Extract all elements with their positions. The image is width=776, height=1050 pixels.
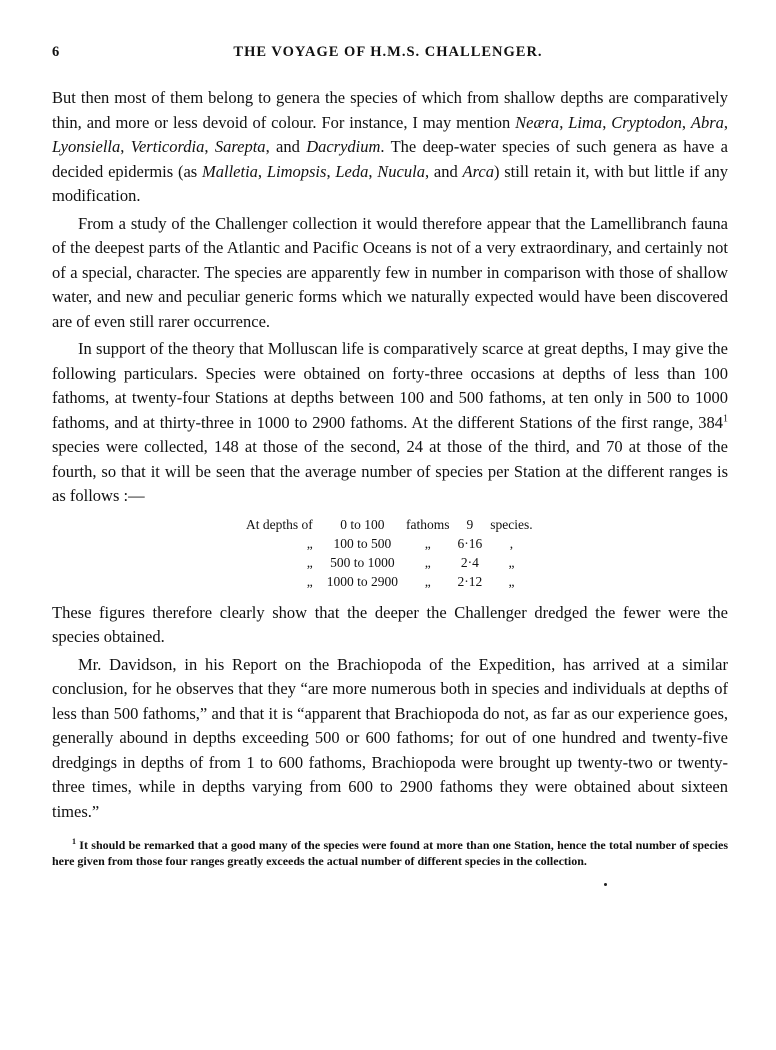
row-tail: „ [508,554,515,570]
genus-name: Leda [335,161,369,181]
print-speck [604,883,607,886]
footnote [52,837,728,869]
text-span: , [368,161,378,181]
depth-range: 0 to 100 [340,516,385,532]
table-row [242,572,537,591]
genus-name: Lima [568,112,603,132]
row-tail: species. [490,516,533,532]
page-header [52,44,724,66]
unit-cell: „ [424,535,431,551]
row-lead: „ [306,573,313,589]
footnote-mark: 1 [72,837,76,846]
text-span: , [120,137,131,156]
table-row [242,534,537,553]
genus-name: Lyonsiella [52,137,121,156]
text-span: In support of the theory that Molluscan life is comparatively scarce at great depths, I may give the following particulars. Species were obtained on forty-three occasions at depths of less than 100 fathoms, at twenty-four Stations at depths between 100 and 500 fathoms, at ten only in 500 to 1000 fathoms, and at thirty-three in 1000 to 2900 fathoms. At the different Stations of the first range, 384 [52,339,728,432]
paragraph-particulars [52,337,728,509]
unit-cell: „ [424,554,431,570]
genus-name: Cryptodon [611,112,682,132]
depth-range: 100 to 500 [333,535,392,551]
species-average: 2·4 [460,554,479,570]
species-average: 9 [466,516,474,532]
paragraph-davidson: Mr. Davidson, in his Report on the Brachiopoda of the Expedition, has arrived at a similar conclusion, for he observes that they “are more numerous both in species and individuals at depths of less than 500 fathoms,” and that it is “apparent that Brachiopoda do not, as far as our experience goes, generally abound in depths exceeding 500 or 600 fathoms; for out of one hundred and twenty-five dredgings in depths of from 1 to 600 fathoms, Brachiopoda were brought up twenty-two or twenty-three times, while in depths varying from 600 to 2900 fathoms they were obtained about sixteen times.” [52,654,728,821]
row-tail: „ [508,573,515,589]
paragraph-conclusion: These figures therefore clearly show that the deeper the Challenger dredged the fewer were the species obtained. [52,602,728,646]
unit-cell: fathoms [406,516,450,532]
text-span: . The deep-water species of such genera as have a decided epidermis (as [52,137,729,181]
genus-name: Sarepta [214,137,266,156]
text-span: It should be remarked that a good many of the species were found at more than one Station, hence the total number of species here given from those four ranges greatly exceeds the actual number of different species in the collection. [52,838,728,868]
genus-name: Abra [690,112,724,132]
depth-range: 1000 to 2900 [326,573,399,589]
depth-species-table [242,515,537,591]
paragraph-fauna: From a study of the Challenger collection it would therefore appear that the Lamellibranch fauna of the deepest parts of the Atlantic and Pacific Oceans is not of a very extraordinary, and certainly not of a special, character. The species are apparently few in number in comparison with those of shallow water, and new and peculiar generic forms which we naturally expected would have been discovered are of even still rarer occurrence. [52,213,728,331]
text-span: , [559,112,569,132]
footnote-text [52,837,728,869]
running-title: THE VOYAGE OF H.M.S. CHALLENGER. [233,44,543,60]
species-average: 6·16 [457,535,483,551]
text-span: , [723,112,729,132]
text-span: ) still retain it, with but little if any modification. [52,161,729,205]
text-span: But then most of them belong to genera the species of which from shallow depths are comparatively thin, and more or less devoid of colour. For instance, I may mention [52,88,728,132]
body-text [52,86,728,827]
genus-name: Neæra [515,112,560,132]
page-number: 6 [52,44,61,60]
text-span: , [681,112,691,132]
table-row [242,515,537,534]
genus-name: Limopsis [266,161,327,181]
paragraph-genera [52,86,728,209]
text-span: , and [265,137,307,156]
genus-name: Dacrydium [306,137,381,156]
row-lead: At depths of [246,516,313,532]
text-span: species were collected, 148 at those of the second, 24 at those of the third, and 70 at those of the fourth, so that it will be seen that the average number of species per Station at the different ranges is as follows :— [52,437,728,505]
text-span: , [204,137,215,156]
table-row [242,553,537,572]
row-lead: „ [306,535,313,551]
text-span: , [257,161,267,181]
text-span: , [602,112,612,132]
unit-cell: „ [424,573,431,589]
row-lead: „ [306,554,313,570]
species-average: 2·12 [457,573,483,589]
depth-range: 500 to 1000 [330,554,395,570]
text-span: , and [424,161,463,181]
genus-name: Malletia [202,161,258,181]
row-tail: , [509,535,514,551]
footnote-reference[interactable]: 1 [723,413,728,424]
genus-name: Verticordia [130,137,205,156]
text-span: , [326,161,336,181]
genus-name: Arca [462,161,494,181]
genus-name: Nucula [377,161,425,181]
